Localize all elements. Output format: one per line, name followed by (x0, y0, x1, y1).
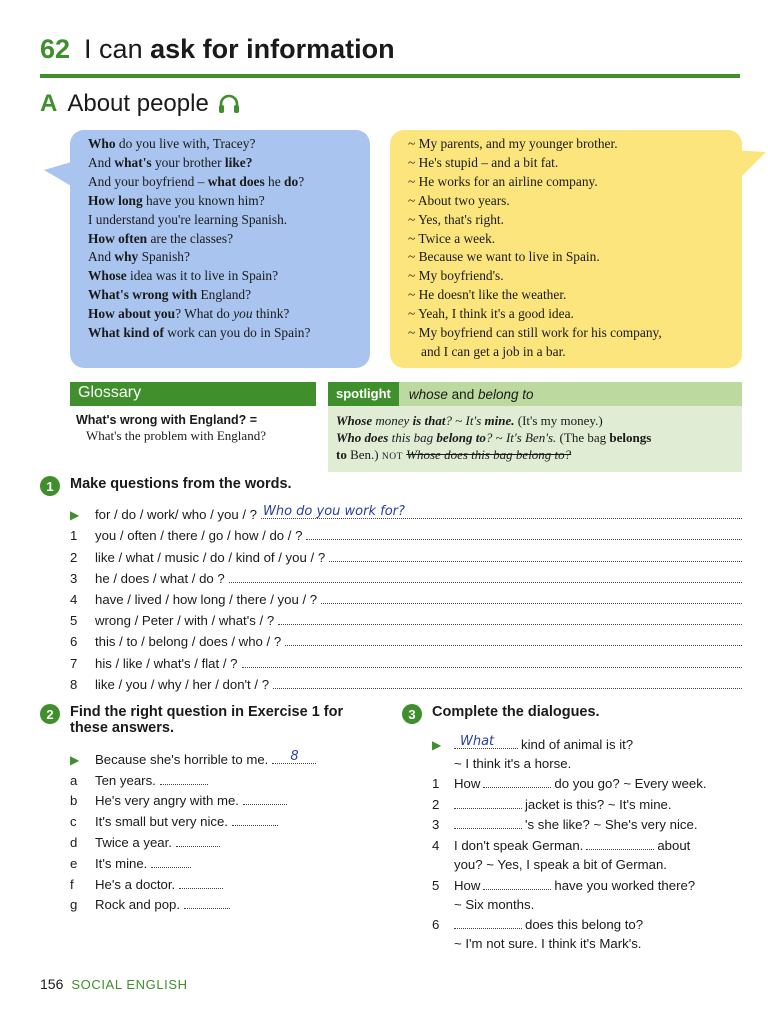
unit-title-bold: ask for information (150, 34, 395, 64)
exercise-2-example-row (70, 746, 390, 767)
exercise-1-items (70, 522, 742, 692)
question-line: Who do you live with, Tracey? (88, 136, 256, 151)
exercise-1-title: Make questions from the words. (70, 476, 292, 492)
spotlight-not: NOT (381, 452, 403, 462)
item-text-after: do you go? ~ Every week. (554, 776, 707, 792)
item-number: 6 (70, 634, 78, 650)
answer-line-input[interactable] (278, 610, 742, 625)
answer-blank[interactable] (483, 773, 551, 788)
exercise-1-example-row (70, 501, 742, 522)
item-text-before: How (454, 877, 481, 893)
question-line: How long have you known him? (88, 192, 265, 208)
answer-line: ~ Yes, that's right. (408, 211, 504, 227)
answer-line: ~ My boyfriend can still work for his company, (408, 325, 662, 341)
answer-line: ~ My parents, and my younger brother. (408, 136, 618, 151)
spotlight-title-belong: belong to (477, 386, 534, 402)
question-line: I understand you're learning Spanish. (88, 211, 288, 227)
answer-blank[interactable] (454, 794, 522, 809)
item-letter: g (70, 897, 78, 913)
example-arrow-icon: ▶ (70, 508, 80, 523)
item-prompt: his / like / what's / flat / ? (95, 655, 238, 671)
answers-bubble (390, 130, 742, 368)
exercise-3-item (432, 771, 742, 792)
exercise-1-item (70, 543, 742, 564)
question-line: What's wrong with England? (88, 287, 252, 303)
item-number: 4 (70, 591, 78, 607)
exercise-3-item (432, 872, 742, 893)
spotlight-line-3-start: to Ben.) (336, 447, 379, 462)
answer-blank[interactable] (179, 874, 223, 889)
answer-blank[interactable] (243, 790, 287, 805)
item-number: 1 (70, 528, 78, 544)
exercise-2-title (70, 704, 343, 736)
item-answer-text: Ten years. (95, 772, 156, 788)
question-line: What kind of work can you do in Spain? (88, 325, 311, 341)
item-prompt: he / does / what / do ? (95, 570, 225, 586)
exercise-3-example-answer: What (460, 733, 495, 749)
item-answer-text: It's small but very nice. (95, 814, 228, 830)
exercise-2-items (70, 767, 390, 913)
item-answer-text: He's a doctor. (95, 876, 176, 892)
exercise-2-item (70, 850, 390, 871)
answer-line: ~ He's stupid – and a bit fat. (408, 154, 559, 170)
item-number: 5 (432, 877, 440, 893)
answer-blank[interactable] (454, 814, 522, 829)
exercise-1-item (70, 565, 742, 586)
answer-line-input[interactable] (306, 525, 742, 540)
exercise-3-heading (402, 704, 600, 724)
question-line: And why Spanish? (88, 249, 190, 265)
item-prompt: you / often / there / go / how / do / ? (95, 528, 303, 544)
exercise-2-number: 2 (40, 704, 60, 724)
item-prompt: like / you / why / her / don't / ? (95, 676, 270, 692)
exercise-3-item (432, 832, 742, 853)
answer-line-input[interactable] (321, 589, 742, 604)
answer-line-input[interactable] (285, 631, 742, 646)
answer-line: ~ He works for an airline company. (408, 173, 598, 189)
exercise-2-title-line-1: Find the right question in Exercise 1 for (70, 704, 344, 720)
answer-blank[interactable] (184, 894, 230, 909)
exercise-2-item (70, 767, 390, 788)
answer-line: ~ Yeah, I think it's a good idea. (408, 306, 574, 322)
item-text-after: jacket is this? ~ It's mine. (525, 796, 672, 812)
item-text-before: How (454, 776, 481, 792)
exercise-2-list (70, 746, 390, 912)
answer-blank[interactable] (176, 832, 220, 847)
exercise-3-item-continuation: you? ~ Yes, I speak a bit of German. (454, 856, 667, 872)
exercise-1-example-answer-line[interactable] (261, 504, 742, 519)
item-letter: e (70, 855, 78, 871)
answer-blank[interactable] (586, 835, 654, 850)
unit-header (40, 34, 740, 74)
answer-blank[interactable] (232, 811, 278, 826)
item-answer-text: He's very angry with me. (95, 793, 239, 809)
headphones-icon (217, 93, 241, 115)
answer-line: ~ Twice a week. (408, 230, 496, 246)
exercise-1-item (70, 586, 742, 607)
exercise-3-list (432, 731, 742, 951)
answer-line-input[interactable] (329, 547, 742, 562)
item-text-after: have you worked there? (554, 877, 696, 893)
item-text-after: 's she like? ~ She's very nice. (525, 817, 698, 833)
item-number: 1 (432, 776, 440, 792)
item-letter: a (70, 772, 78, 788)
answer-blank[interactable] (160, 770, 208, 785)
header-rule (40, 74, 740, 78)
item-number: 3 (70, 570, 78, 586)
question-line: And what's your brother like? (88, 154, 253, 170)
exercise-2-example-answer: 8 (290, 748, 299, 764)
item-number: 6 (432, 917, 440, 933)
item-number: 4 (432, 837, 440, 853)
exercise-3-item (432, 912, 742, 933)
section-title: About people (67, 90, 209, 117)
item-number: 3 (432, 817, 440, 833)
item-prompt: have / lived / how long / there / you / ? (95, 591, 318, 607)
item-number: 5 (70, 613, 78, 629)
exercise-3-example-after: kind of animal is it? (521, 736, 634, 752)
exercise-3-items (432, 771, 742, 952)
item-answer-text: Twice a year. (95, 834, 172, 850)
answers-list (408, 135, 742, 343)
exercise-3-item-continuation: ~ I'm not sure. I think it's Mark's. (454, 936, 642, 952)
answer-blank[interactable] (454, 914, 522, 929)
exercise-1-item (70, 649, 742, 670)
exercise-2-heading (40, 704, 380, 736)
item-letter: c (70, 814, 77, 830)
question-line: Whose idea was it to live in Spain? (88, 268, 279, 284)
spotlight-header (328, 382, 742, 406)
answer-line-input[interactable] (273, 674, 742, 689)
exercise-3-title: Complete the dialogues. (432, 704, 600, 720)
unit-title-prefix: I can (84, 34, 151, 64)
item-letter: b (70, 793, 78, 809)
item-letter: d (70, 834, 78, 850)
exercise-1-item (70, 607, 742, 628)
exercise-2-item (70, 892, 390, 913)
exercise-2-example-blank[interactable] (272, 749, 316, 764)
item-number: 8 (70, 676, 78, 692)
section-a-heading (40, 90, 241, 118)
question-line: And your boyfriend – what does he do? (88, 173, 305, 189)
question-line: How about you? What do you think? (88, 306, 290, 322)
glossary-body (70, 406, 316, 444)
answer-blank[interactable] (483, 875, 551, 890)
exercise-2-title-line-2: these answers. (70, 720, 174, 736)
answer-line: ~ He doesn't like the weather. (408, 287, 567, 303)
item-text-after: does this belong to? (525, 917, 644, 933)
item-text-after: about (657, 837, 691, 853)
spotlight-box (328, 382, 742, 472)
exercise-2-example-text: Because she's horrible to me. (95, 751, 269, 767)
section-letter: A (40, 90, 58, 117)
exercise-1-number: 1 (40, 476, 60, 496)
page-footer (40, 976, 188, 992)
spotlight-line-1: Whose money is that? ~ It's mine. (It's my money.) (336, 413, 603, 428)
item-prompt: this / to / belong / does / who / ? (95, 634, 282, 650)
spotlight-line-3 (336, 446, 734, 466)
item-number: 2 (70, 549, 78, 565)
spotlight-body (328, 406, 742, 466)
item-prompt: wrong / Peter / with / what's / ? (95, 613, 275, 629)
exercise-3-example-row (432, 731, 742, 752)
exercise-2-item (70, 788, 390, 809)
answer-line-input[interactable] (242, 653, 742, 668)
exercise-2-item (70, 808, 390, 829)
questions-bubble (70, 130, 370, 368)
footer-section-label: SOCIAL ENGLISH (71, 977, 188, 992)
item-prompt: like / what / music / do / kind of / you / ? (95, 549, 326, 565)
answer-line: ~ About two years. (408, 192, 510, 208)
example-arrow-icon: ▶ (70, 752, 80, 767)
answer-line: ~ Because we want to live in Spain. (408, 249, 600, 265)
answer-line: ~ My boyfriend's. (408, 268, 504, 284)
spotlight-tag: spotlight (328, 382, 399, 406)
item-letter: f (70, 876, 74, 892)
glossary-box (70, 382, 316, 444)
glossary-term: What's wrong with England? = (76, 413, 258, 427)
exercise-1-list (70, 501, 742, 692)
answer-continuation: and I can get a job in a bar. (421, 343, 566, 359)
exercise-1-item (70, 628, 742, 649)
exercise-3-item-continuation: ~ Six months. (454, 896, 535, 912)
example-arrow-icon: ▶ (432, 737, 442, 752)
exercise-1-heading (40, 476, 292, 496)
spotlight-title-and: and (447, 386, 478, 402)
answer-blank[interactable] (151, 853, 191, 868)
spotlight-line-2: Who does this bag belong to? ~ It's Ben's. (The bag belongs (336, 430, 652, 445)
spotlight-title (399, 387, 534, 402)
exercise-3-item (432, 791, 742, 812)
unit-number: 62 (40, 34, 71, 64)
exercise-2-item (70, 871, 390, 892)
answer-line-input[interactable] (229, 568, 742, 583)
item-number: 7 (70, 655, 78, 671)
unit-title (84, 34, 395, 65)
exercise-3-item (432, 812, 742, 833)
exercise-1-item (70, 522, 742, 543)
page-number: 156 (40, 976, 64, 992)
glossary-definition: What's the problem with England? (86, 428, 266, 443)
item-text-before: I don't speak German. (454, 837, 584, 853)
exercise-2-item (70, 829, 390, 850)
item-answer-text: It's mine. (95, 855, 148, 871)
exercise-3-example-blank[interactable] (454, 734, 518, 749)
exercise-1-example-text: for / do / work/ who / you / ? (95, 507, 257, 523)
question-line: How often are the classes? (88, 230, 234, 246)
item-number: 2 (432, 796, 440, 812)
exercise-1-example-answer: Who do you work for? (263, 504, 405, 520)
spotlight-wrong-example: Whose does this bag belong to? (406, 447, 572, 462)
item-answer-text: Rock and pop. (95, 897, 181, 913)
exercise-3-example-reply: ~ I think it's a horse. (454, 755, 572, 771)
exercise-3-number: 3 (402, 704, 422, 724)
spotlight-title-whose: whose (408, 386, 448, 402)
glossary-title: Glossary (70, 382, 316, 406)
exercise-1-item (70, 671, 742, 692)
